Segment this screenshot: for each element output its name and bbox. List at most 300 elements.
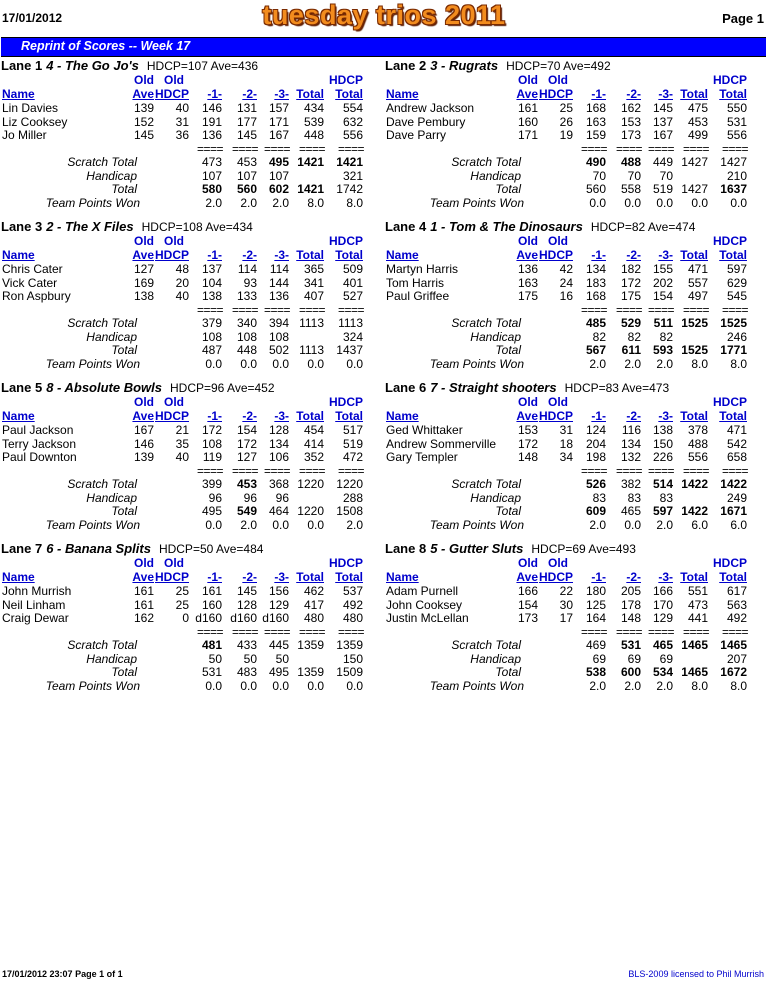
- player-hdcp: 24: [559, 275, 573, 290]
- scratch-g2: 488: [620, 155, 641, 169]
- col-hdcp-top: HDCP: [328, 73, 363, 87]
- player-ht: 550: [726, 101, 747, 115]
- player-name: Paul Griffee: [386, 289, 450, 303]
- col-game3: -3-: [658, 409, 673, 423]
- player-g2: 182: [620, 262, 641, 276]
- col-old-hdcp: Old: [548, 73, 568, 87]
- total-g2: 558: [620, 182, 641, 196]
- team-name: 6 - Banana Splits: [46, 541, 151, 556]
- points-g1: 0.0: [205, 678, 222, 693]
- lane-heading: [1, 380, 275, 395]
- col-game1: -1-: [591, 409, 606, 423]
- handicap-g3: 82: [659, 329, 673, 344]
- lane-heading: [385, 219, 695, 234]
- points-g3: 0.0: [656, 195, 673, 210]
- scratch-g1: 485: [585, 316, 606, 330]
- lane-stats: HDCP=83 Ave=473: [564, 381, 670, 395]
- player-tot: 454: [303, 423, 324, 437]
- player-g2: 153: [620, 114, 641, 129]
- player-g2: 175: [620, 289, 641, 303]
- player-tot: 414: [303, 436, 324, 451]
- scratch-g2: 433: [236, 638, 257, 652]
- points-g1: 0.0: [205, 517, 222, 532]
- lane-number: Lane 8: [385, 541, 427, 556]
- handicap-g3: 96: [275, 490, 289, 505]
- col-hdcp: HDCP: [538, 248, 573, 262]
- total-g2: 611: [621, 343, 641, 357]
- player-ht: 597: [726, 262, 747, 276]
- col-game1: -1-: [591, 248, 606, 262]
- col-game1: -1-: [591, 570, 606, 584]
- col-total: Total: [296, 409, 324, 423]
- separator: ====: [721, 303, 748, 317]
- col-ave: Ave: [132, 570, 154, 584]
- lane-stats: HDCP=108 Ave=434: [141, 220, 253, 234]
- col-game3: -3-: [274, 409, 289, 423]
- points-ht: 0.0: [730, 195, 747, 210]
- player-g3: 138: [652, 423, 673, 437]
- player-ave: 161: [133, 584, 154, 598]
- scratch-ht: 1359: [336, 638, 363, 652]
- player-tot: 341: [303, 275, 324, 290]
- player-tot: 539: [303, 114, 324, 129]
- points-g2: 2.0: [240, 517, 257, 532]
- player-ht: 492: [342, 597, 363, 612]
- lane-number: Lane 4: [385, 219, 427, 234]
- points-g1: 2.0: [589, 356, 606, 371]
- scratch-g3: 495: [268, 155, 289, 169]
- player-g3: 136: [268, 289, 289, 303]
- player-name: Chris Cater: [2, 262, 63, 276]
- player-g2: 145: [236, 584, 257, 598]
- player-name: Terry Jackson: [2, 436, 77, 451]
- player-g3: 134: [268, 436, 289, 451]
- points-g1: 2.0: [205, 195, 222, 210]
- player-hdcp: 25: [175, 584, 189, 598]
- handicap-g2: 69: [627, 651, 641, 666]
- player-g2: 114: [237, 262, 257, 276]
- points-tot: 0.0: [307, 517, 324, 532]
- player-g3: 167: [268, 128, 289, 142]
- player-ht: 617: [726, 584, 747, 598]
- separator: ====: [298, 142, 325, 156]
- lane-number: Lane 5: [1, 380, 43, 395]
- col-ave: Ave: [516, 570, 538, 584]
- total-tot: 1359: [297, 665, 324, 679]
- scratch-tot: 1427: [681, 155, 708, 169]
- player-g2: 145: [236, 128, 257, 142]
- total-ht: 1637: [720, 182, 747, 196]
- row-label-points: Team Points Won: [45, 517, 140, 532]
- col-name: Name: [2, 87, 35, 101]
- player-ht: 542: [726, 436, 747, 451]
- player-ave: 161: [133, 597, 154, 612]
- team-name: 2 - The X Files: [46, 219, 134, 234]
- player-g3: 128: [268, 423, 289, 437]
- separator: ====: [196, 464, 223, 478]
- total-g3: 602: [268, 182, 289, 196]
- total-ht: 1771: [720, 343, 747, 357]
- col-ave: Ave: [516, 409, 538, 423]
- scratch-ht: 1113: [338, 316, 363, 330]
- handicap-g3: 50: [275, 651, 289, 666]
- player-tot: 365: [303, 262, 324, 276]
- player-hdcp: 34: [559, 450, 573, 464]
- player-g1: 163: [585, 114, 606, 129]
- player-name: Andrew Sommerville: [386, 436, 497, 451]
- points-tot: 8.0: [307, 195, 324, 210]
- lane-heading: [1, 541, 263, 556]
- player-g2: d160: [230, 611, 257, 625]
- player-ht: 509: [342, 262, 363, 276]
- col-hdcp-top: HDCP: [712, 234, 747, 248]
- player-ht: 480: [342, 611, 363, 625]
- points-g3: 2.0: [656, 356, 673, 371]
- col-hdcp: HDCP: [538, 409, 573, 423]
- col-hdcp: HDCP: [154, 570, 189, 584]
- scratch-ht: 1220: [336, 477, 363, 491]
- player-g2: 127: [236, 450, 257, 464]
- handicap-g1: 82: [592, 329, 606, 344]
- points-tot: 0.0: [307, 678, 324, 693]
- player-g1: 168: [585, 101, 606, 115]
- separator: ====: [580, 142, 607, 156]
- player-ave: 152: [133, 114, 154, 129]
- player-hdcp: 21: [175, 423, 189, 437]
- total-g1: 538: [585, 665, 606, 679]
- lane-stats: HDCP=107 Ave=436: [146, 59, 259, 73]
- player-g1: 191: [201, 114, 222, 129]
- lane-block: [1, 58, 383, 220]
- player-hdcp: 31: [559, 423, 573, 437]
- scratch-tot: 1359: [297, 638, 324, 652]
- player-g1: 183: [585, 275, 606, 290]
- row-label-handicap: Handicap: [470, 490, 521, 505]
- player-g3: 157: [268, 101, 289, 115]
- scratch-g3: 368: [268, 477, 289, 491]
- col-game1: -1-: [207, 87, 222, 101]
- points-g3: 2.0: [656, 678, 673, 693]
- row-label-total: Total: [111, 182, 137, 196]
- col-game1: -1-: [207, 409, 222, 423]
- lane-block: [385, 380, 767, 542]
- col-old-hdcp: Old: [548, 395, 568, 409]
- handicap-ht: 321: [342, 168, 363, 183]
- player-g1: 138: [201, 289, 222, 303]
- lane-block: [385, 541, 767, 703]
- separator: ====: [263, 303, 290, 317]
- handicap-g1: 96: [208, 490, 222, 505]
- player-g3: 114: [269, 262, 289, 276]
- col-hdcp-top: HDCP: [712, 395, 747, 409]
- player-ave: 145: [133, 128, 154, 142]
- total-g3: 597: [652, 504, 673, 518]
- player-tot: 480: [303, 611, 324, 625]
- scratch-tot: 1465: [681, 638, 708, 652]
- points-ht: 0.0: [346, 356, 363, 371]
- handicap-g3: 70: [659, 168, 673, 183]
- handicap-ht: 288: [342, 490, 363, 505]
- separator: ====: [615, 625, 642, 639]
- row-label-total: Total: [111, 665, 137, 679]
- handicap-g1: 50: [208, 651, 222, 666]
- separator: ====: [263, 464, 290, 478]
- row-label-points: Team Points Won: [429, 356, 524, 371]
- lane-heading: [1, 58, 258, 73]
- scratch-g3: 514: [652, 477, 673, 491]
- player-g1: 159: [585, 128, 606, 142]
- col-old-ave: Old: [134, 73, 154, 87]
- col-name: Name: [386, 248, 419, 262]
- player-g1: 164: [585, 611, 606, 625]
- points-tot: 8.0: [691, 356, 708, 371]
- page-header: [0, 0, 768, 34]
- col-hdcp-top: HDCP: [712, 556, 747, 570]
- player-g2: 132: [620, 450, 641, 464]
- handicap-g3: 107: [268, 168, 289, 183]
- player-hdcp: 25: [559, 101, 573, 115]
- points-g3: 2.0: [272, 195, 289, 210]
- total-g1: 531: [201, 665, 222, 679]
- player-name: Jo Miller: [2, 128, 47, 142]
- col-hdcp-total: Total: [719, 87, 747, 101]
- separator: ====: [337, 625, 364, 639]
- separator: ====: [263, 142, 290, 156]
- player-g2: 178: [620, 597, 641, 612]
- player-tot: 475: [687, 101, 708, 115]
- player-g3: 129: [652, 611, 673, 625]
- total-g1: 560: [585, 182, 606, 196]
- lane-block: [1, 219, 383, 381]
- separator: ====: [337, 303, 364, 317]
- player-g1: 180: [585, 584, 606, 598]
- player-hdcp: 16: [559, 289, 573, 303]
- col-game2: -2-: [242, 87, 257, 101]
- col-ave: Ave: [132, 87, 154, 101]
- player-ave: 139: [133, 450, 154, 464]
- player-tot: 556: [687, 450, 708, 464]
- player-hdcp: 22: [559, 584, 573, 598]
- row-label-handicap: Handicap: [470, 329, 521, 344]
- scratch-g1: 469: [585, 638, 606, 652]
- col-hdcp: HDCP: [154, 87, 189, 101]
- total-ht: 1508: [336, 504, 363, 518]
- total-ht: 1742: [336, 182, 363, 196]
- player-ave: 127: [133, 262, 154, 276]
- handicap-g1: 108: [201, 329, 222, 344]
- player-g3: d160: [262, 611, 289, 625]
- scratch-g1: 473: [201, 155, 222, 169]
- scratch-ht: 1427: [720, 155, 747, 169]
- player-g3: 129: [268, 597, 289, 612]
- footer-left: 17/01/2012 23:07 Page 1 of 1: [2, 969, 123, 979]
- col-old-hdcp: Old: [164, 395, 184, 409]
- lane-number: Lane 6: [385, 380, 427, 395]
- row-label-scratch: Scratch Total: [67, 316, 137, 330]
- col-old-ave: Old: [134, 395, 154, 409]
- row-label-handicap: Handicap: [86, 490, 137, 505]
- separator: ====: [682, 464, 709, 478]
- row-label-handicap: Handicap: [86, 329, 137, 344]
- total-tot: 1421: [297, 182, 324, 196]
- separator: ====: [682, 142, 709, 156]
- player-ave: 162: [133, 611, 154, 625]
- col-hdcp-top: HDCP: [328, 234, 363, 248]
- player-tot: 352: [303, 450, 324, 464]
- player-ave: 139: [133, 101, 154, 115]
- scratch-g3: 511: [653, 316, 673, 330]
- player-g1: 125: [585, 597, 606, 612]
- player-g1: 204: [585, 436, 606, 451]
- row-label-total: Total: [495, 182, 521, 196]
- player-g3: 144: [268, 275, 289, 290]
- player-g2: 172: [236, 436, 257, 451]
- points-ht: 8.0: [730, 678, 747, 693]
- scratch-ht: 1465: [720, 638, 747, 652]
- player-ave: 163: [517, 275, 538, 290]
- handicap-ht: 246: [726, 329, 747, 344]
- col-hdcp-top: HDCP: [712, 73, 747, 87]
- handicap-g3: 83: [659, 490, 673, 505]
- player-name: Paul Downton: [2, 450, 77, 464]
- points-ht: 6.0: [730, 517, 747, 532]
- player-ht: 554: [342, 101, 363, 115]
- scratch-tot: 1525: [681, 316, 708, 330]
- separator: ====: [682, 303, 709, 317]
- points-tot: 0.0: [307, 356, 324, 371]
- total-g2: 549: [236, 504, 257, 518]
- player-tot: 448: [303, 128, 324, 142]
- player-g1: 124: [585, 423, 606, 437]
- player-name: Paul Jackson: [2, 423, 74, 437]
- col-hdcp: HDCP: [154, 248, 189, 262]
- handicap-g2: 108: [236, 329, 257, 344]
- separator: ====: [647, 142, 674, 156]
- player-hdcp: 40: [175, 101, 189, 115]
- player-g1: 168: [585, 289, 606, 303]
- points-g1: 2.0: [589, 678, 606, 693]
- player-g2: 128: [236, 597, 257, 612]
- points-g2: 2.0: [624, 356, 641, 371]
- player-g3: 150: [652, 436, 673, 451]
- scratch-tot: 1220: [297, 477, 324, 491]
- total-g3: 534: [652, 665, 673, 679]
- scratch-ht: 1421: [336, 155, 363, 169]
- scratch-g1: 526: [585, 477, 606, 491]
- player-ht: 471: [726, 423, 747, 437]
- player-g1: 160: [201, 597, 222, 612]
- col-total: Total: [296, 248, 324, 262]
- row-label-points: Team Points Won: [429, 517, 524, 532]
- player-ave: 161: [517, 101, 538, 115]
- row-label-points: Team Points Won: [45, 195, 140, 210]
- player-name: Dave Pembury: [386, 114, 466, 129]
- player-hdcp: 31: [175, 114, 189, 129]
- total-g3: 593: [652, 343, 673, 357]
- player-g3: 167: [652, 128, 673, 142]
- handicap-g2: 82: [627, 329, 641, 344]
- player-tot: 462: [303, 584, 324, 598]
- player-tot: 441: [687, 611, 708, 625]
- player-hdcp: 35: [175, 436, 189, 451]
- player-ave: 167: [133, 423, 154, 437]
- player-ht: 545: [726, 289, 747, 303]
- separator: ====: [196, 142, 223, 156]
- col-name: Name: [386, 570, 419, 584]
- lane-number: Lane 2: [385, 58, 427, 73]
- handicap-g2: 83: [627, 490, 641, 505]
- player-tot: 378: [687, 423, 708, 437]
- points-g2: 0.0: [240, 678, 257, 693]
- lane-stats: HDCP=82 Ave=474: [590, 220, 696, 234]
- points-g2: 0.0: [240, 356, 257, 371]
- row-label-points: Team Points Won: [45, 678, 140, 693]
- total-g2: 600: [620, 665, 641, 679]
- total-tot: 1465: [681, 665, 708, 679]
- page-number: Page 1: [722, 11, 764, 26]
- scratch-g3: 394: [268, 316, 289, 330]
- player-ht: 531: [726, 114, 747, 129]
- total-tot: 1220: [297, 504, 324, 518]
- player-g2: 162: [620, 101, 641, 115]
- player-ave: 175: [517, 289, 538, 303]
- player-g3: 226: [652, 450, 673, 464]
- player-hdcp: 40: [175, 450, 189, 464]
- col-ave: Ave: [132, 248, 154, 262]
- col-old-ave: Old: [518, 556, 538, 570]
- points-g2: 2.0: [624, 678, 641, 693]
- player-g3: 145: [652, 101, 673, 115]
- scratch-tot: 1422: [681, 477, 708, 491]
- total-g2: 560: [236, 182, 257, 196]
- points-g1: 2.0: [589, 517, 606, 532]
- player-g2: 154: [236, 423, 257, 437]
- total-tot: 1113: [299, 343, 324, 357]
- player-name: Ron Aspbury: [2, 289, 71, 303]
- lane-block: [385, 219, 767, 381]
- col-game2: -2-: [626, 409, 641, 423]
- points-g3: 0.0: [272, 356, 289, 371]
- total-g1: 609: [585, 504, 606, 518]
- row-label-total: Total: [495, 343, 521, 357]
- total-tot: 1525: [681, 343, 708, 357]
- col-game2: -2-: [626, 87, 641, 101]
- handicap-g3: 69: [659, 651, 673, 666]
- player-name: John Murrish: [2, 584, 72, 598]
- col-old-hdcp: Old: [548, 234, 568, 248]
- scratch-g2: 453: [236, 477, 257, 491]
- separator: ====: [721, 142, 748, 156]
- player-tot: 499: [687, 128, 708, 142]
- total-g3: 519: [652, 182, 673, 196]
- player-hdcp: 20: [175, 275, 189, 290]
- handicap-ht: 249: [726, 490, 747, 505]
- separator: ====: [337, 142, 364, 156]
- separator: ====: [231, 464, 258, 478]
- player-ht: 537: [342, 584, 363, 598]
- col-game2: -2-: [242, 570, 257, 584]
- player-ave: 166: [517, 584, 538, 598]
- points-tot: 8.0: [691, 678, 708, 693]
- player-g2: 131: [236, 101, 257, 115]
- separator: ====: [615, 142, 642, 156]
- separator: ====: [647, 625, 674, 639]
- handicap-ht: 150: [342, 651, 363, 666]
- col-hdcp-total: Total: [335, 570, 363, 584]
- scratch-g2: 382: [620, 477, 641, 491]
- total-g1: 495: [201, 504, 222, 518]
- col-game3: -3-: [274, 87, 289, 101]
